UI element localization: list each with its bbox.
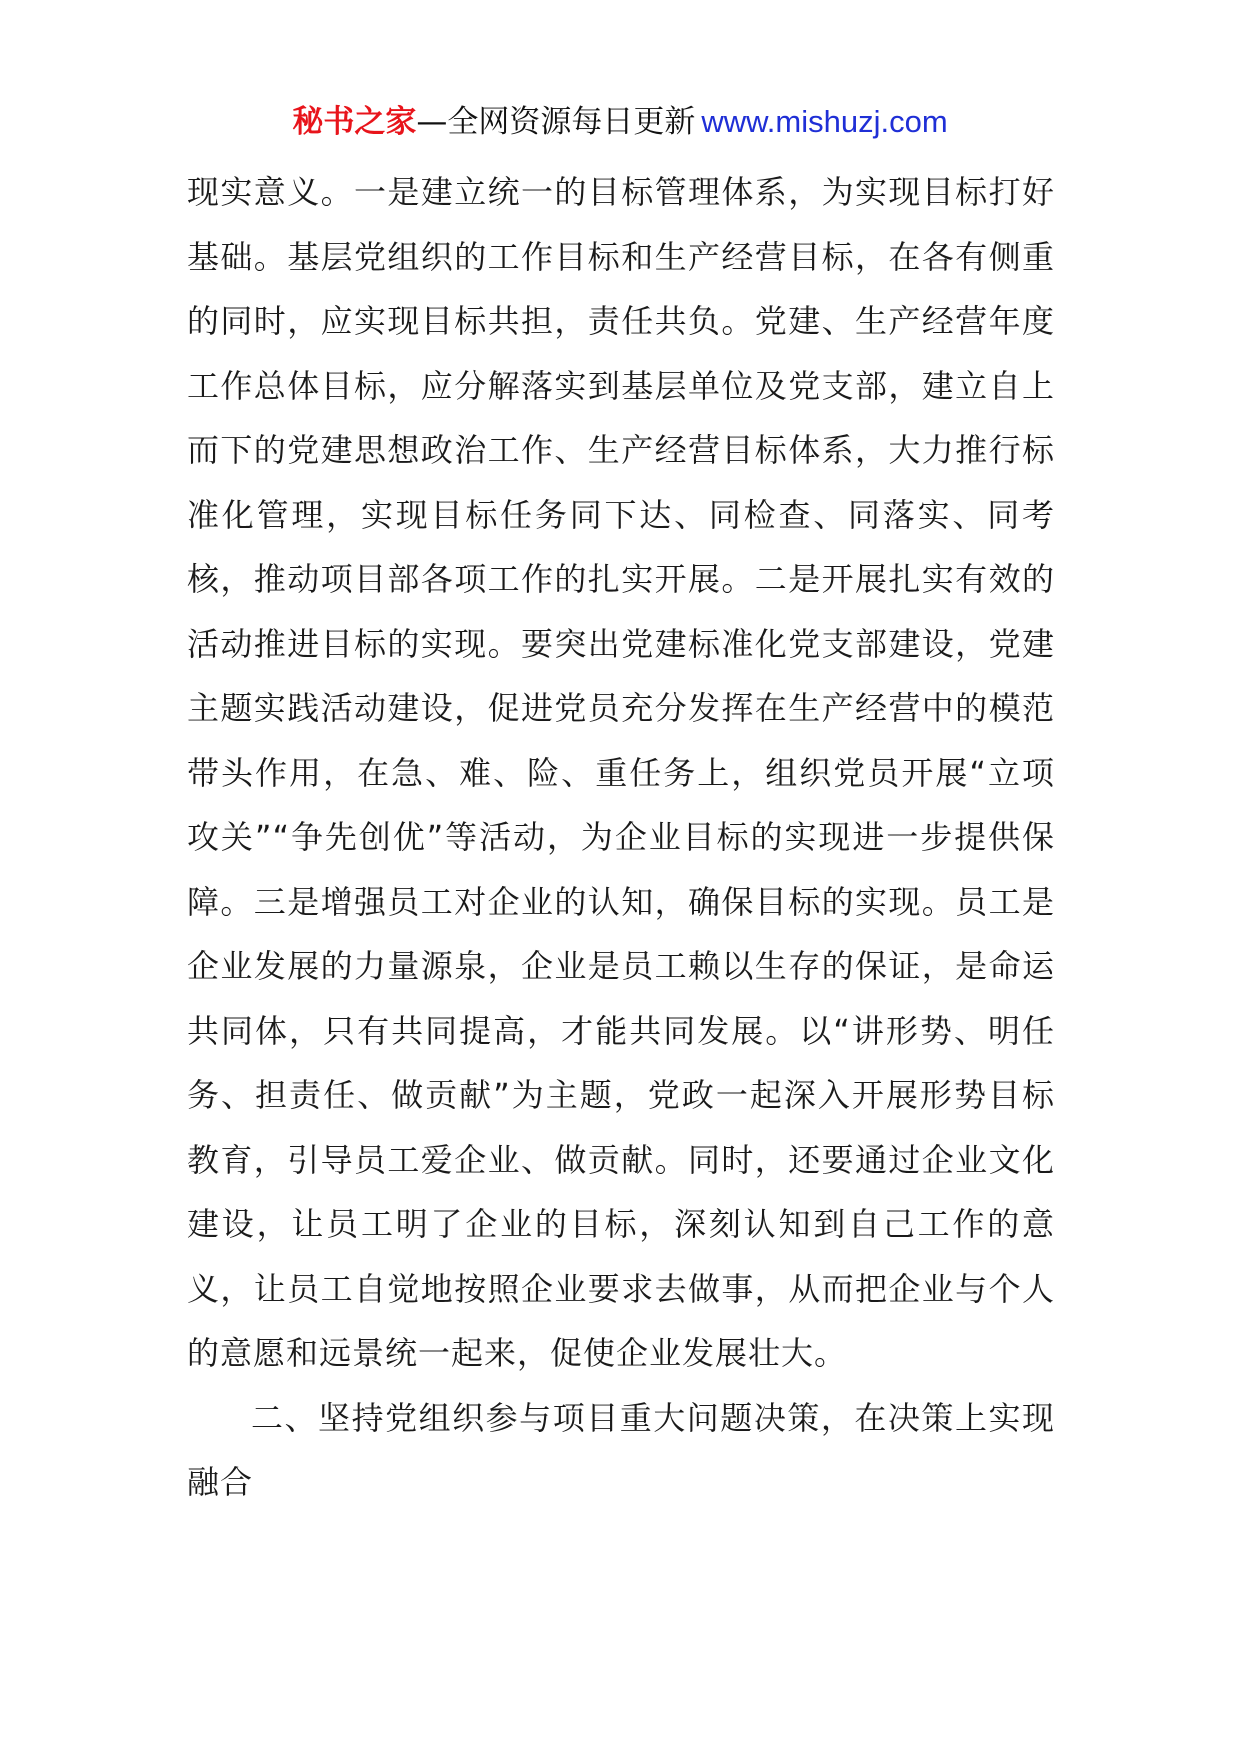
- body-paragraph: 现实意义。一是建立统一的目标管理体系，为实现目标打好基础。基层党组织的工作目标和生产经营目标，在各有侧重的同时，应实现目标共担，责任共负。党建、生产经营年度工作总体目标，应分解落实到基层单位及党支部，建立自上而下的党建思想政治工作、生产经营目标体系，大力推行标准化管理，实现目标任务同下达、同检查、同落实、同考核，推动项目部各项工作的扎实开展。二是开展扎实有效的活动推进目标的实现。要突出党建标准化党支部建设，党建主题实践活动建设，促进党员充分发挥在生产经营中的模范带头作用，在急、难、险、重任务上，组织党员开展“立项攻关”“争先创优”等活动，为企业目标的实现进一步提供保障。三是增强员工对企业的认知，确保目标的实现。员工是企业发展的力量源泉，企业是员工赖以生存的保证，是命运共同体，只有共同提高，才能共同发展。以“讲形势、明任务、担责任、做贡献”为主题，党政一起深入开展形势目标教育，引导员工爱企业、做贡献。同时，还要通过企业文化建设，让员工明了企业的目标，深刻认知到自己工作的意义，让员工自觉地按照企业要求去做事，从而把企业与个人的意愿和远景统一起来，促使企业发展壮大。: [187, 173, 1055, 1372]
- section-heading: 二、坚持党组织参与项目重大问题决策，在决策上实现融合: [187, 1398, 1055, 1501]
- page-header: [0, 100, 1240, 144]
- header-tagline: —全网资源每日更新: [416, 104, 696, 140]
- document-body: [187, 160, 1055, 1515]
- brand-name: 秘书之家: [292, 104, 417, 140]
- website-link[interactable]: www.mishuzj.com: [701, 104, 948, 139]
